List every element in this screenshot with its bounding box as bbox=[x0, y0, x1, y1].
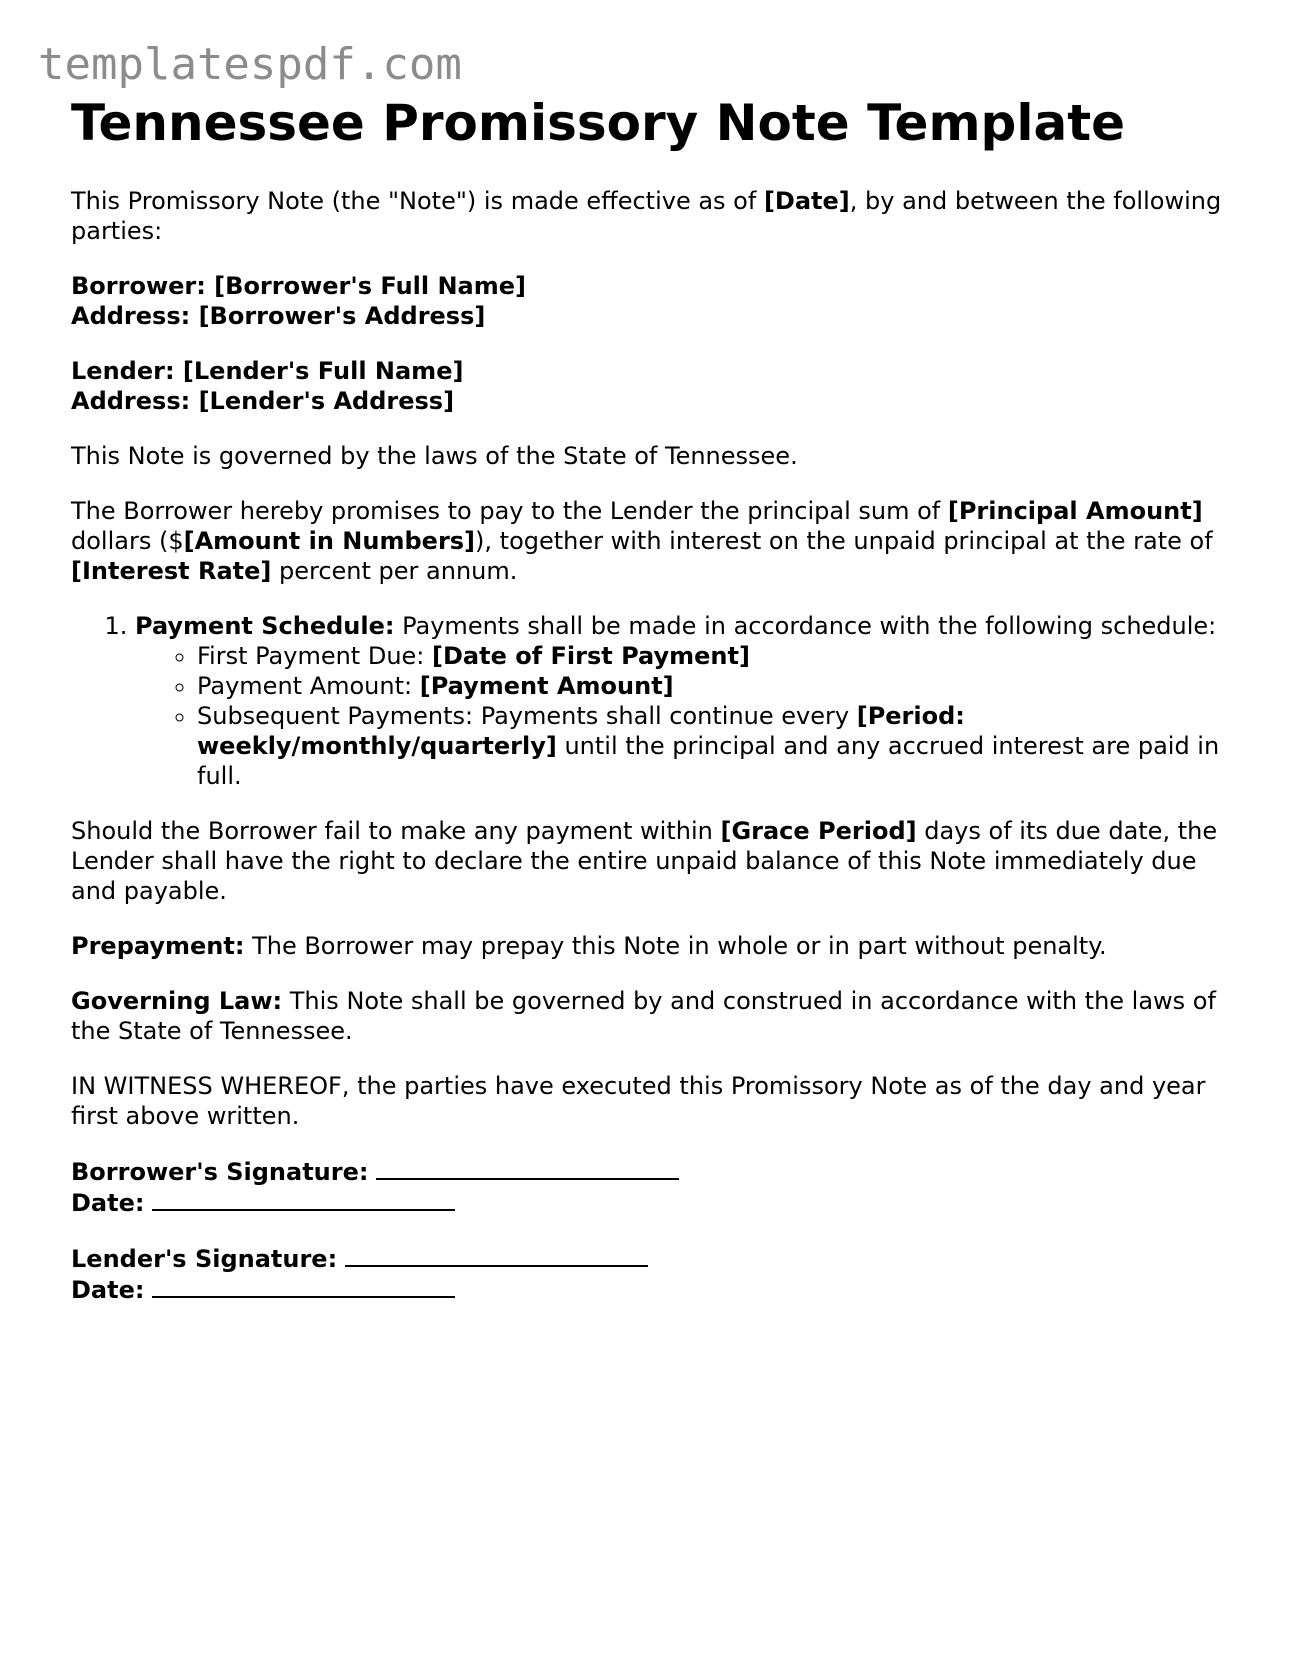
borrower-date-label: Date: bbox=[71, 1189, 145, 1217]
promise-text-3: ), together with interest on the unpaid principal at the rate of bbox=[475, 527, 1213, 555]
default-paragraph bbox=[71, 816, 1231, 906]
prepayment-paragraph bbox=[71, 931, 1231, 961]
terms-list bbox=[71, 611, 1231, 791]
lender-address-label: Address: [Lender's Address] bbox=[71, 387, 455, 415]
governed-paragraph: This Note is governed by the laws of the State of Tennessee. bbox=[71, 442, 798, 470]
period-placeholder: [Period: weekly/monthly/quarterly] bbox=[197, 702, 965, 760]
prepayment-text: The Borrower may prepay this Note in whole or in part without penalty. bbox=[244, 932, 1107, 960]
amount-numbers-placeholder: [Amount in Numbers] bbox=[183, 527, 476, 555]
borrower-block bbox=[71, 271, 1231, 331]
first-payment-label: First Payment Due: bbox=[197, 642, 433, 670]
payment-amount-placeholder: [Payment Amount] bbox=[419, 672, 674, 700]
borrower-address-label: Address: [Borrower's Address] bbox=[71, 302, 486, 330]
payment-schedule-heading: Payment Schedule: bbox=[135, 612, 395, 640]
payment-schedule-item bbox=[135, 611, 1231, 791]
witness-paragraph: IN WITNESS WHEREOF, the parties have executed this Promissory Note as of the day and year first above written. bbox=[71, 1072, 1206, 1130]
promise-text-4: percent per annum. bbox=[271, 557, 518, 585]
promise-paragraph bbox=[71, 496, 1231, 586]
governing-law-paragraph bbox=[71, 986, 1231, 1046]
lender-name-label: Lender: [Lender's Full Name] bbox=[71, 357, 464, 385]
promise-text-1: The Borrower hereby promises to pay to the Lender the principal sum of bbox=[71, 497, 948, 525]
effective-date-placeholder: [Date] bbox=[763, 187, 850, 215]
list-item bbox=[197, 671, 1231, 701]
intro-text-pre: This Promissory Note (the "Note") is made effective as of bbox=[71, 187, 764, 215]
lender-date-label: Date: bbox=[71, 1276, 145, 1304]
principal-placeholder: [Principal Amount] bbox=[947, 497, 1203, 525]
subsequent-payments-label: Subsequent Payments: Payments shall continue every bbox=[197, 702, 857, 730]
document-body bbox=[71, 88, 1231, 1305]
prepayment-heading: Prepayment: bbox=[71, 932, 245, 960]
lender-signature-line[interactable] bbox=[345, 1243, 648, 1267]
borrower-date-line[interactable] bbox=[152, 1187, 455, 1211]
lender-block bbox=[71, 356, 1231, 416]
lender-signature-block bbox=[71, 1243, 1231, 1305]
payment-amount-label: Payment Amount: bbox=[197, 672, 420, 700]
payment-schedule-sublist bbox=[135, 641, 1231, 791]
lender-signature-label: Lender's Signature: bbox=[71, 1245, 338, 1273]
borrower-signature-line[interactable] bbox=[376, 1156, 679, 1180]
governing-law-text: This Note shall be governed by and construed in accordance with the laws of the State of Tennessee. bbox=[71, 987, 1216, 1045]
promise-text-2: dollars ($ bbox=[71, 527, 184, 555]
list-item bbox=[197, 701, 1231, 791]
lender-date-line[interactable] bbox=[152, 1274, 455, 1298]
list-item bbox=[197, 641, 1231, 671]
borrower-signature-label: Borrower's Signature: bbox=[71, 1158, 369, 1186]
default-text-2: days of its due date, the Lender shall have the right to declare the entire unpaid balance of this Note immediately due and payable. bbox=[71, 817, 1218, 905]
document-title: Tennessee Promissory Note Template bbox=[71, 94, 1126, 152]
governing-law-heading: Governing Law: bbox=[71, 987, 283, 1015]
default-text-1: Should the Borrower fail to make any payment within bbox=[71, 817, 721, 845]
interest-rate-placeholder: [Interest Rate] bbox=[71, 557, 272, 585]
borrower-signature-block bbox=[71, 1156, 1231, 1218]
watermark: templatespdf.com bbox=[38, 39, 462, 90]
borrower-name-label: Borrower: [Borrower's Full Name] bbox=[71, 272, 526, 300]
subsequent-payments-rest: until the principal and any accrued interest are paid in full. bbox=[197, 732, 1220, 790]
intro-text-post: , by and between the following parties: bbox=[71, 187, 1222, 245]
payment-schedule-text: Payments shall be made in accordance with the following schedule: bbox=[394, 612, 1217, 640]
grace-period-placeholder: [Grace Period] bbox=[720, 817, 917, 845]
first-payment-placeholder: [Date of First Payment] bbox=[432, 642, 750, 670]
intro-paragraph bbox=[71, 186, 1231, 246]
